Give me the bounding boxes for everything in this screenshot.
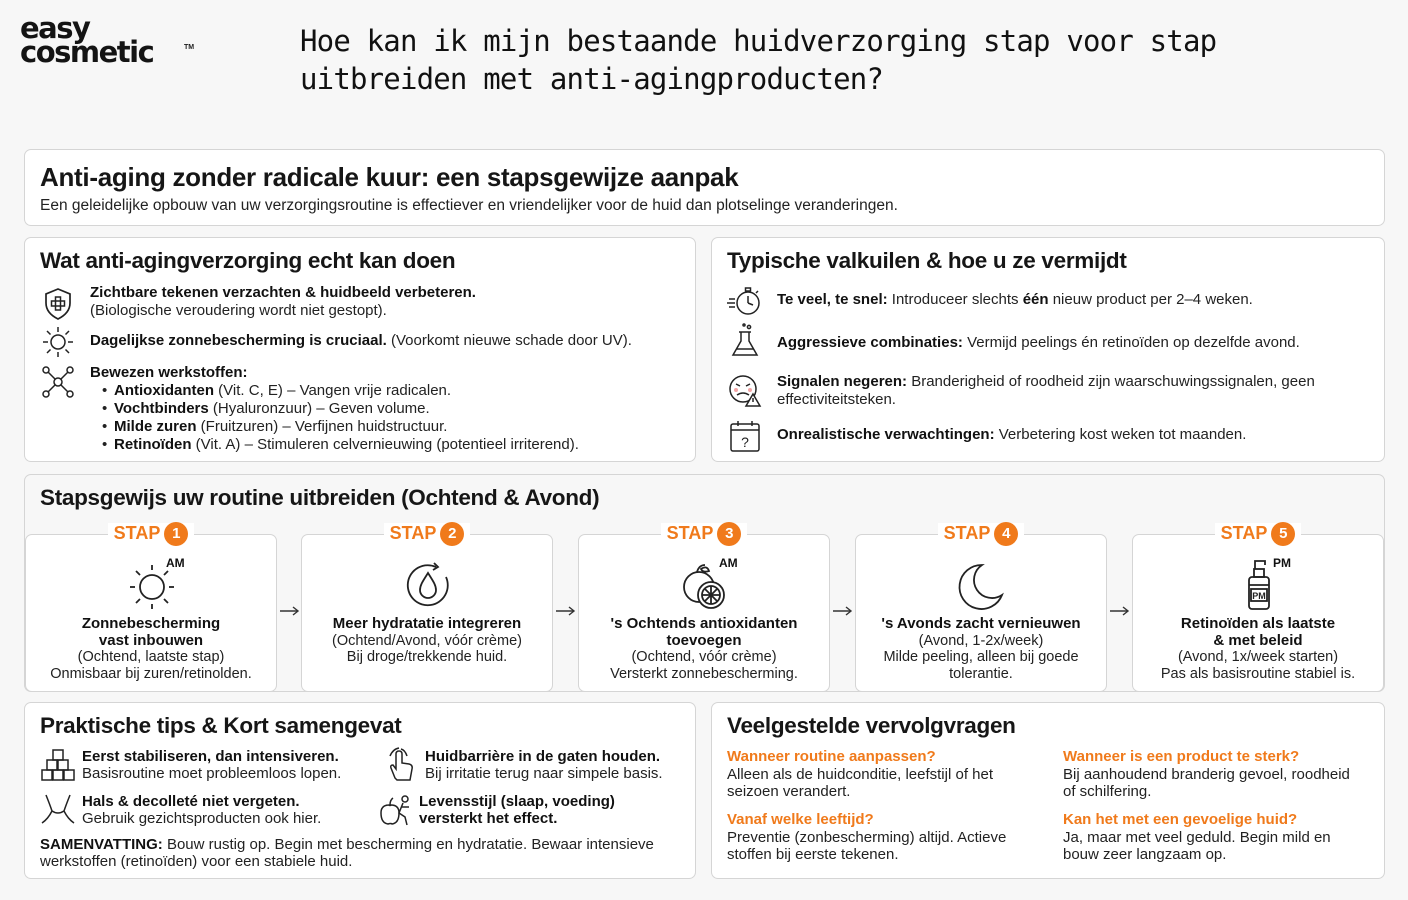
step-label: STAP: [113, 523, 161, 543]
step-number: 4: [994, 522, 1018, 546]
time-tag: PM: [1273, 556, 1291, 570]
moon-icon: [952, 555, 1012, 615]
step-detail: (Ochtend, laatste stap): [77, 649, 225, 665]
step-note: Milde peeling, alleen bij goede tolerantie.: [883, 649, 1079, 682]
pitfall-1-text-b: nieuw product per 2–4 weken.: [1048, 291, 1253, 308]
step-detail: (Avond, 1x/week starten): [1177, 649, 1339, 665]
step-number: 2: [440, 522, 464, 546]
faq-answer: Bij aanhoudend branderig gevoel, roodheid of schilfering.: [1063, 765, 1350, 800]
list-item: • Retinoïden (Vit. A) – Stimuleren celvernieuwing (potentieel irriterend).: [90, 436, 685, 454]
pitfall-3-text: Branderigheid of roodheid zijn waarschuwingssignalen, geen effectiviteitsteken.: [777, 373, 1315, 408]
tip-4: [377, 793, 687, 827]
step-note: Versterkt zonnebescherming.: [610, 665, 798, 682]
faq-question: Wanneer routine aanpassen?: [727, 748, 936, 765]
brand-line-1: easy: [20, 11, 90, 45]
step-number: 5: [1271, 522, 1295, 546]
sun-icon: [40, 324, 76, 360]
list-item: • Milde zuren (Fruitzuren) – Verfijnen huidstructuur.: [90, 418, 685, 436]
tip-2-bold: Huidbarrière in de gaten houden.: [425, 748, 661, 765]
arrow-right-icon: [554, 605, 576, 617]
molecule-icon: [40, 364, 76, 400]
svg-text:?: ?: [741, 434, 749, 450]
time-tag: AM: [166, 556, 185, 570]
flask-icon: [727, 324, 763, 360]
arrow-right-icon: [831, 605, 853, 617]
tip-2-text: Bij irritatie terug naar simpele basis.: [425, 765, 663, 782]
pitfall-4-bold: Onrealistische verwachtingen:: [777, 426, 995, 443]
summary-text: [40, 836, 680, 870]
step-title-2: toevoegen: [666, 631, 742, 649]
faq-panel: [711, 702, 1385, 879]
step-label: STAP: [389, 523, 437, 543]
shield-plus-icon: [40, 286, 76, 322]
can-do-row-2-bold: Dagelijkse zonnebescherming is cruciaal.: [90, 332, 387, 349]
stacked-blocks-icon: [40, 748, 76, 784]
tip-4-bold: Levensstijl (slaap, voeding): [419, 793, 615, 810]
faq-question: Kan het met een gevoelige huid?: [1063, 811, 1298, 828]
step-title: Zonnebescherming: [81, 615, 221, 632]
bottle-label: PM: [1252, 591, 1266, 601]
pitfall-1-bold: Te veel, te snel:: [777, 291, 888, 308]
pitfalls-panel: [711, 237, 1385, 462]
steps-panel: [24, 474, 1385, 692]
time-tag: AM: [719, 556, 738, 570]
faq-question: Wanneer is een product te sterk?: [1063, 748, 1300, 765]
step-title: Retinoïden als laatste: [1180, 615, 1336, 632]
pitfall-1-text-a: Introduceer slechts: [887, 291, 1023, 308]
page-title: Hoe kan ik mijn bestaande huidverzorging stap voor stap uitbreiden met anti-agingproducten?: [300, 24, 1217, 96]
can-do-row-1: [40, 284, 685, 320]
intro-panel: [24, 149, 1385, 226]
summary-label: SAMENVATTING:: [40, 836, 163, 853]
pitfall-row-1: [727, 291, 1374, 309]
step-detail: (Avond, 1-2x/week): [918, 632, 1044, 649]
can-do-row-3-bold: Bewezen werkstoffen:: [90, 364, 248, 381]
step-card-1: [25, 523, 277, 692]
can-do-panel: [24, 237, 696, 462]
pitfall-2-bold: Aggressieve combinaties:: [777, 334, 963, 351]
step-number: 3: [717, 522, 741, 546]
step-card-3: [578, 523, 830, 692]
tip-3: [40, 793, 360, 827]
step-title-2: vast inbouwen: [98, 631, 204, 649]
list-item: • Antioxidanten (Vit. C, E) – Vangen vrije radicalen.: [90, 382, 685, 400]
intro-heading: Anti-aging zonder radicale kuur: een stapsgewijze aanpak: [40, 162, 739, 192]
step-title: Meer hydratatie integreren: [332, 615, 522, 632]
water-drop-icon: [398, 555, 458, 615]
faq-answer: Alleen als de huidconditie, leefstijl of het seizoen verandert.: [727, 765, 994, 800]
can-do-heading: Wat anti-agingverzorging echt kan doen: [40, 248, 456, 273]
intro-subtitle: Een geleidelijke opbouw van uw verzorgingsroutine is effectiever en vriendelijker voor de huid dan plotselinge veranderingen.: [40, 197, 898, 214]
tip-3-bold: Hals & decolleté niet vergeten.: [82, 793, 300, 810]
tip-1-text: Basisroutine moet probleemloos lopen.: [82, 765, 342, 782]
pitfall-2-text: Vermijd peelings én retinoïden op dezelfde avond.: [962, 334, 1300, 351]
list-item: • Vochtbinders (Hyaluronzuur) – Geven volume.: [90, 400, 685, 418]
pitfall-4-text: Verbetering kost weken tot maanden.: [994, 426, 1247, 443]
step-detail: (Ochtend, vóór crème): [631, 649, 777, 665]
step-note: Onmisbaar bij zuren/retinolden.: [50, 665, 252, 682]
step-label: STAP: [1220, 523, 1268, 543]
faq-item-4: [1063, 811, 1363, 864]
ingredient-list: [90, 382, 685, 454]
arrow-right-icon: [278, 605, 300, 617]
faq-answer: Ja, maar met veel geduld. Begin mild en bouw zeer langzaam op.: [1063, 828, 1331, 863]
step-note: Pas als basisroutine stabiel is.: [1160, 665, 1356, 682]
tip-2: [383, 748, 693, 782]
step-label: STAP: [666, 523, 714, 543]
brand-line-2: cosmetic: [20, 35, 154, 69]
faq-item-1: [727, 748, 1027, 801]
lifestyle-apple-icon: [377, 793, 413, 829]
can-do-row-2: [40, 332, 685, 350]
calendar-question-icon: [727, 418, 763, 454]
steps-heading: Stapsgewijs uw routine uitbreiden (Ochtend & Avond): [40, 485, 600, 510]
pitfall-row-4: [727, 426, 1374, 450]
step-card-4: [855, 523, 1107, 692]
faq-item-3: [727, 811, 1027, 864]
tip-3-text: Gebruik gezichtsproducten ook hier.: [82, 810, 322, 827]
step-title: 's Avonds zacht vernieuwen: [881, 615, 1081, 632]
tip-1-bold: Eerst stabiliseren, dan intensiveren.: [82, 748, 339, 765]
irritated-face-icon: [727, 372, 763, 408]
step-number: 1: [164, 522, 188, 546]
touch-hand-icon: [383, 748, 419, 784]
faq-item-2: [1063, 748, 1363, 801]
pitfall-1-emphasis: één: [1022, 291, 1049, 308]
summary-body: Bouw rustig op. Begin met bescherming en hydratatie. Bewaar intensieve werkstoffen (retinoïden) voor een stabiele huid.: [40, 836, 654, 870]
step-detail: (Ochtend/Avond, vóór crème): [332, 632, 522, 649]
can-do-row-1-bold: Zichtbare tekenen verzachten & huidbeeld verbeteren.: [90, 284, 476, 301]
step-card-2: [301, 523, 553, 692]
can-do-row-3: [40, 364, 685, 454]
step-card-5: [1132, 523, 1384, 692]
tip-4-text: versterkt het effect.: [419, 810, 558, 827]
tips-panel: [24, 702, 696, 879]
brand-trademark: TM: [184, 44, 195, 51]
tip-1: [40, 748, 360, 782]
can-do-row-1-text: (Biologische veroudering wordt niet gestopt).: [90, 302, 387, 319]
tips-heading: Praktische tips & Kort samengevat: [40, 713, 402, 738]
stopwatch-icon: [727, 283, 763, 319]
faq-heading: Veelgestelde vervolgvragen: [727, 713, 1016, 738]
step-title-2: & met beleid: [1213, 631, 1303, 649]
pitfall-row-2: [727, 334, 1374, 352]
can-do-row-2-text: (Voorkomt nieuwe schade door UV).: [386, 332, 632, 349]
pitfall-3-bold: Signalen negeren:: [777, 373, 908, 390]
faq-answer: Preventie (zonbescherming) altijd. Actieve stoffen bij eerste tekenen.: [727, 828, 1007, 863]
step-title: 's Ochtends antioxidanten: [610, 615, 798, 632]
step-note: Bij droge/trekkende huid.: [346, 649, 508, 665]
neck-icon: [40, 793, 76, 829]
pitfall-row-3: [727, 373, 1374, 409]
step-label: STAP: [943, 523, 991, 543]
pitfalls-heading: Typische valkuilen & hoe u ze vermijdt: [727, 248, 1127, 273]
brand-logo: [20, 11, 195, 70]
arrow-right-icon: [1108, 605, 1130, 617]
faq-question: Vanaf welke leeftijd?: [727, 811, 874, 828]
